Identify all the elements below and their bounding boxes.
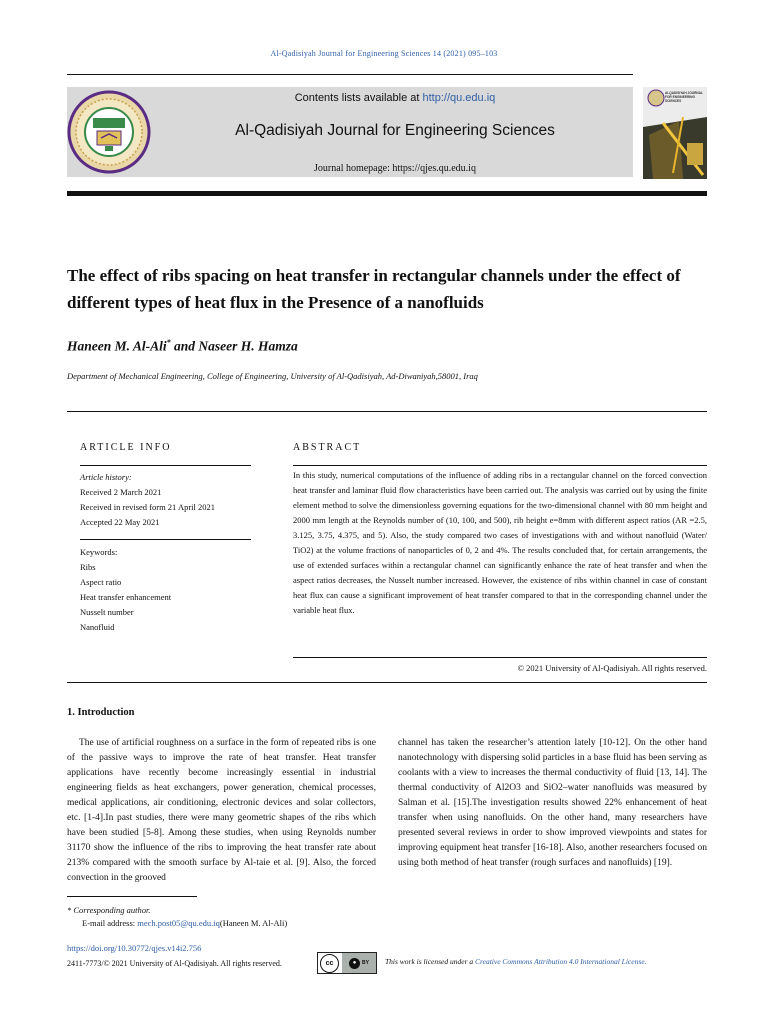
abstract-text: In this study, numerical computations of the influence of adding ribs in a rectangular channel on the forced convection heat transfer and laminar fluid flow characteristics have been carried out. The analysis was carried out by using the finite element method to solve the dimensionless governing equations for the two-dimensional channel with 80 mm height and 2000 mm length at the Reynolds number of (10, 100, and 500), rib height e=8mm with different aspect ratios (AR =2.5, 3.125, 3.75, 4.375, and 5). Also, the study compared two cases of investigations with and without nanofluid (Water/ TiO2) at the volume fractions of nanoparticles of 0, 2 and 4%. The results concluded that, for certain arrangements, the use of extended surfaces within a rectangular channel can significantly enhance the rate of heat transfer and when the aspect ratios decreases, the Nusselt number increased. However, the existence of ribs within channel in case of constant heat flux can cause a significant improvement of heat transfer compared to that in the corresponding channel under the variable heat flux. bbox=[293, 470, 707, 615]
journal-cover-image bbox=[643, 87, 707, 179]
received-date: Received 2 March 2021 bbox=[80, 487, 162, 497]
revised-date: Received in revised form 21 April 2021 bbox=[80, 502, 216, 512]
author-secondary: and Naseer H. Hamza bbox=[170, 338, 298, 354]
author-primary: Haneen M. Al-Ali bbox=[67, 338, 167, 354]
contents-line: Contents lists available at http://qu.edu.iq bbox=[294, 92, 496, 104]
keyword-item: Nusselt number bbox=[80, 607, 134, 617]
abstract-heading: ABSTRACT bbox=[293, 442, 362, 453]
top-rule bbox=[67, 74, 633, 75]
history-label: Article history: bbox=[80, 472, 132, 482]
article-title: The effect of ribs spacing on heat transfer in rectangular channels under the effect of different types of heat flux in the Presence of a nanofluids bbox=[67, 266, 681, 312]
university-logo bbox=[67, 88, 151, 176]
cc-license-badge[interactable] bbox=[317, 952, 377, 974]
keywords-label: Keywords: bbox=[80, 547, 118, 557]
cover-title: Al-QADISIYAH JOURNAL FOR ENGINEERING SCIENCES bbox=[665, 91, 703, 103]
copyright-rule bbox=[293, 657, 707, 658]
keywords-rule bbox=[80, 539, 251, 540]
header-divider bbox=[67, 411, 707, 412]
intro-left-column bbox=[67, 736, 376, 886]
issn-line: 2411-7773/© 2021 University of Al-Qadisiyah. All rights reserved. bbox=[67, 959, 282, 968]
intro-paragraph: The use of artificial roughness on a surface in the form of repeated ribs is one of the passive ways to improve the rate of heat transfer. Heat transfer applications have recently become increasingly essential in industrial engineering fields as heat exchangers, power generation, chemical processes, medical applications, air conditioning, electronic devices and solar collectors, etc. [1-4].In past studies, there were many geometric shapes of the ribs which have been studied [5-8]. Among these studies, when using Reynolds number 31170 show the influence of the ribs to improving the heat transfer rate about 213% compared with the smooth surface by Al-taie et al. [9]. Also, the forced convection in the grooved bbox=[67, 738, 376, 883]
cc-by-panel: ● BY bbox=[342, 953, 376, 973]
cc-icon: cc bbox=[320, 954, 339, 973]
keyword-item: Aspect ratio bbox=[80, 577, 122, 587]
front-matter-end-rule bbox=[67, 682, 707, 683]
keywords-block bbox=[80, 545, 251, 635]
article-info-rule bbox=[80, 465, 251, 466]
article-info-heading: ARTICLE INFO bbox=[80, 442, 172, 453]
journal-name: Al-Qadisiyah Journal for Engineering Sciences bbox=[235, 122, 555, 139]
corresponding-mark: * bbox=[166, 338, 171, 347]
banner-rule bbox=[67, 191, 707, 196]
keyword-item: Nanofluid bbox=[80, 622, 115, 632]
license-link[interactable]: Creative Commons Attribution 4.0 International License. bbox=[475, 957, 647, 966]
copyright-line: © 2021 University of Al-Qadisiyah. All rights reserved. bbox=[517, 663, 707, 673]
keyword-item: Heat transfer enhancement bbox=[80, 592, 172, 602]
intro-paragraph-continued: channel has taken the researcher’s attention lately [10-12]. On the other hand nanotechnology with dispersing solid particles in a base fluid has been serving as coolants with a view to increases the thermal conductivity of fluid [13, 14]. The thermal conductivity of Al2O3 and SiO2–water nanofluids was measured by Salman et al. [15].The investigation results showed 22% enhancement of heat transfer when using nanofluids. On the other hand, many researchers have presented several reviews in order to show improved viewpoints and states for improving equipment heat transfer [16-18]. Also, another researchers focused on using both method of heat transfer (rough surfaces and nanofluids) [19]. bbox=[398, 738, 707, 868]
article-history bbox=[80, 470, 251, 530]
journal-homepage: Journal homepage: https://qjes.qu.edu.iq bbox=[314, 163, 476, 174]
accepted-date: Accepted 22 May 2021 bbox=[80, 517, 160, 527]
authors bbox=[67, 338, 298, 355]
introduction-heading: 1. Introduction bbox=[67, 707, 135, 718]
corresponding-note: * Corresponding author. bbox=[67, 905, 151, 915]
attribution-icon: ● bbox=[349, 958, 360, 969]
doi-link[interactable]: https://doi.org/10.30772/qjes.v14i2.756 bbox=[67, 943, 202, 953]
keyword-item: Ribs bbox=[80, 562, 96, 572]
contents-link[interactable]: http://qu.edu.iq bbox=[422, 92, 496, 104]
running-head: Al-Qadisiyah Journal for Engineering Sciences 14 (2021) 095–103 bbox=[270, 49, 498, 58]
email-line: E-mail address: mech.post05@qu.edu.iq(Haneen M. Al-Ali) bbox=[82, 918, 288, 928]
footnote-rule bbox=[67, 896, 197, 897]
affiliation: Department of Mechanical Engineering, College of Engineering, University of Al-Qadisiyah, Ad-Diwaniyah,58001, Iraq bbox=[67, 371, 478, 381]
intro-right-column bbox=[398, 736, 707, 871]
license-line: This work is licensed under a Creative Commons Attribution 4.0 International License. bbox=[385, 957, 647, 966]
email-link[interactable]: mech.post05@qu.edu.iq bbox=[137, 918, 220, 928]
abstract-rule bbox=[293, 465, 707, 466]
